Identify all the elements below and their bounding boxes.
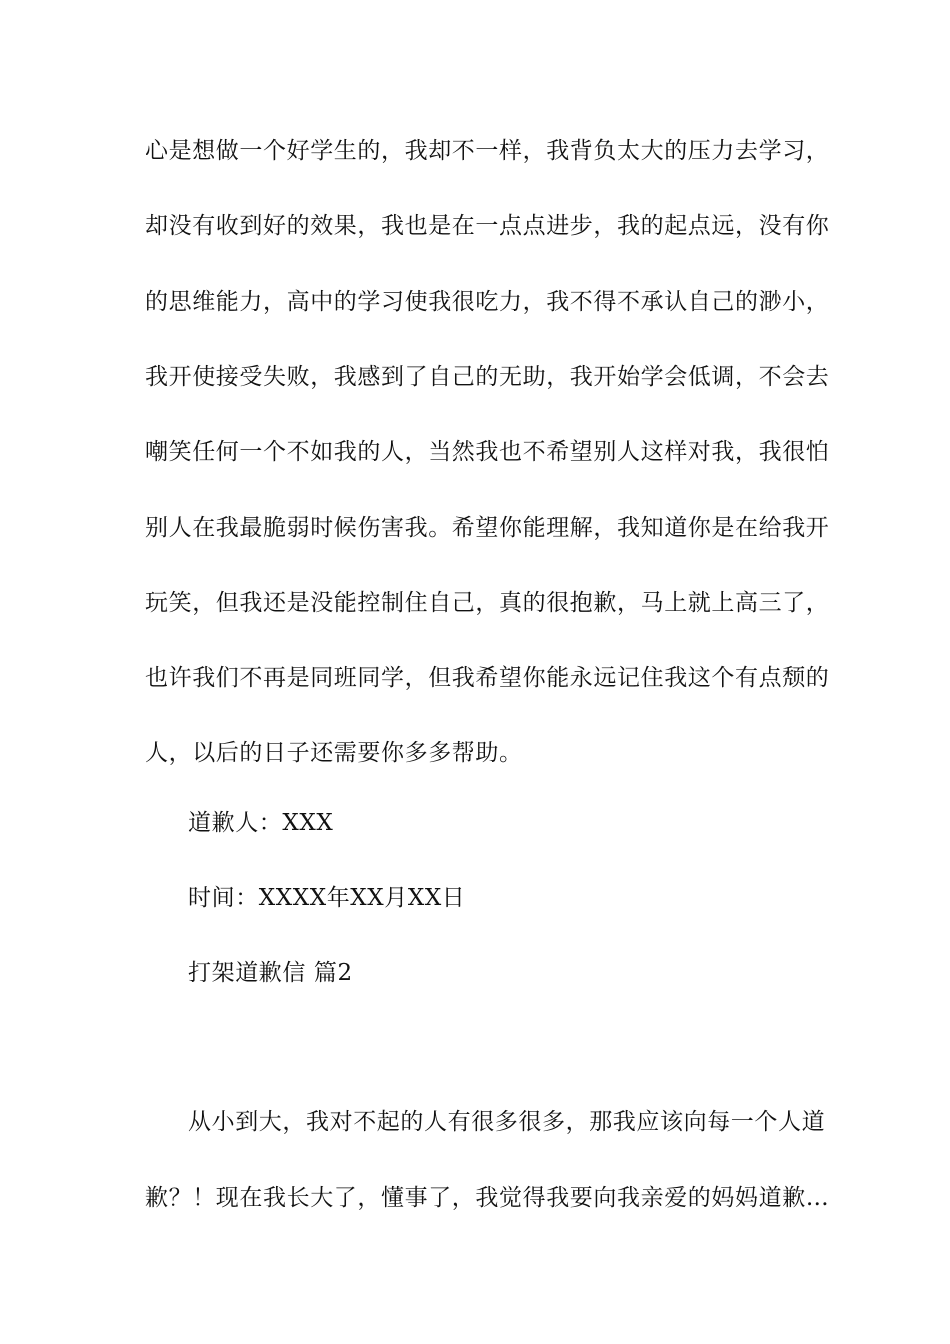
paragraph-line: 心是想做一个好学生的，我却不一样，我背负太大的压力去学习， [145, 138, 830, 164]
paragraph-line: 玩笑，但我还是没能控制住自己，真的很抱歉，马上就上高三了， [145, 590, 830, 616]
paragraph-line: 却没有收到好的效果，我也是在一点点进步，我的起点远，没有你 [145, 213, 830, 239]
date-line: 时间：XXXX年XX月XX日 [188, 885, 466, 911]
paragraph-line: 别人在我最脆弱时候伤害我。希望你能理解，我知道你是在给我开 [145, 515, 830, 541]
paragraph-line: 人，以后的日子还需要你多多帮助。 [145, 740, 523, 766]
paragraph-line: 我开使接受失败，我感到了自己的无助，我开始学会低调，不会去 [145, 364, 830, 390]
signer-line: 道歉人：XXX [188, 810, 334, 836]
paragraph-line: 嘲笑任何一个不如我的人，当然我也不希望别人这样对我，我很怕 [145, 439, 830, 465]
paragraph-line: 的思维能力，高中的学习使我很吃力，我不得不承认自己的渺小， [145, 289, 830, 315]
section-heading: 打架道歉信 篇2 [188, 960, 353, 986]
paragraph-line: 也许我们不再是同班同学，但我希望你能永远记住我这个有点颓的 [145, 665, 830, 691]
paragraph-line: 歉？！现在我长大了，懂事了，我觉得我要向我亲爱的妈妈道歉… [145, 1185, 830, 1211]
paragraph-line: 从小到大，我对不起的人有很多很多，那我应该向每一个人道 [188, 1109, 826, 1135]
